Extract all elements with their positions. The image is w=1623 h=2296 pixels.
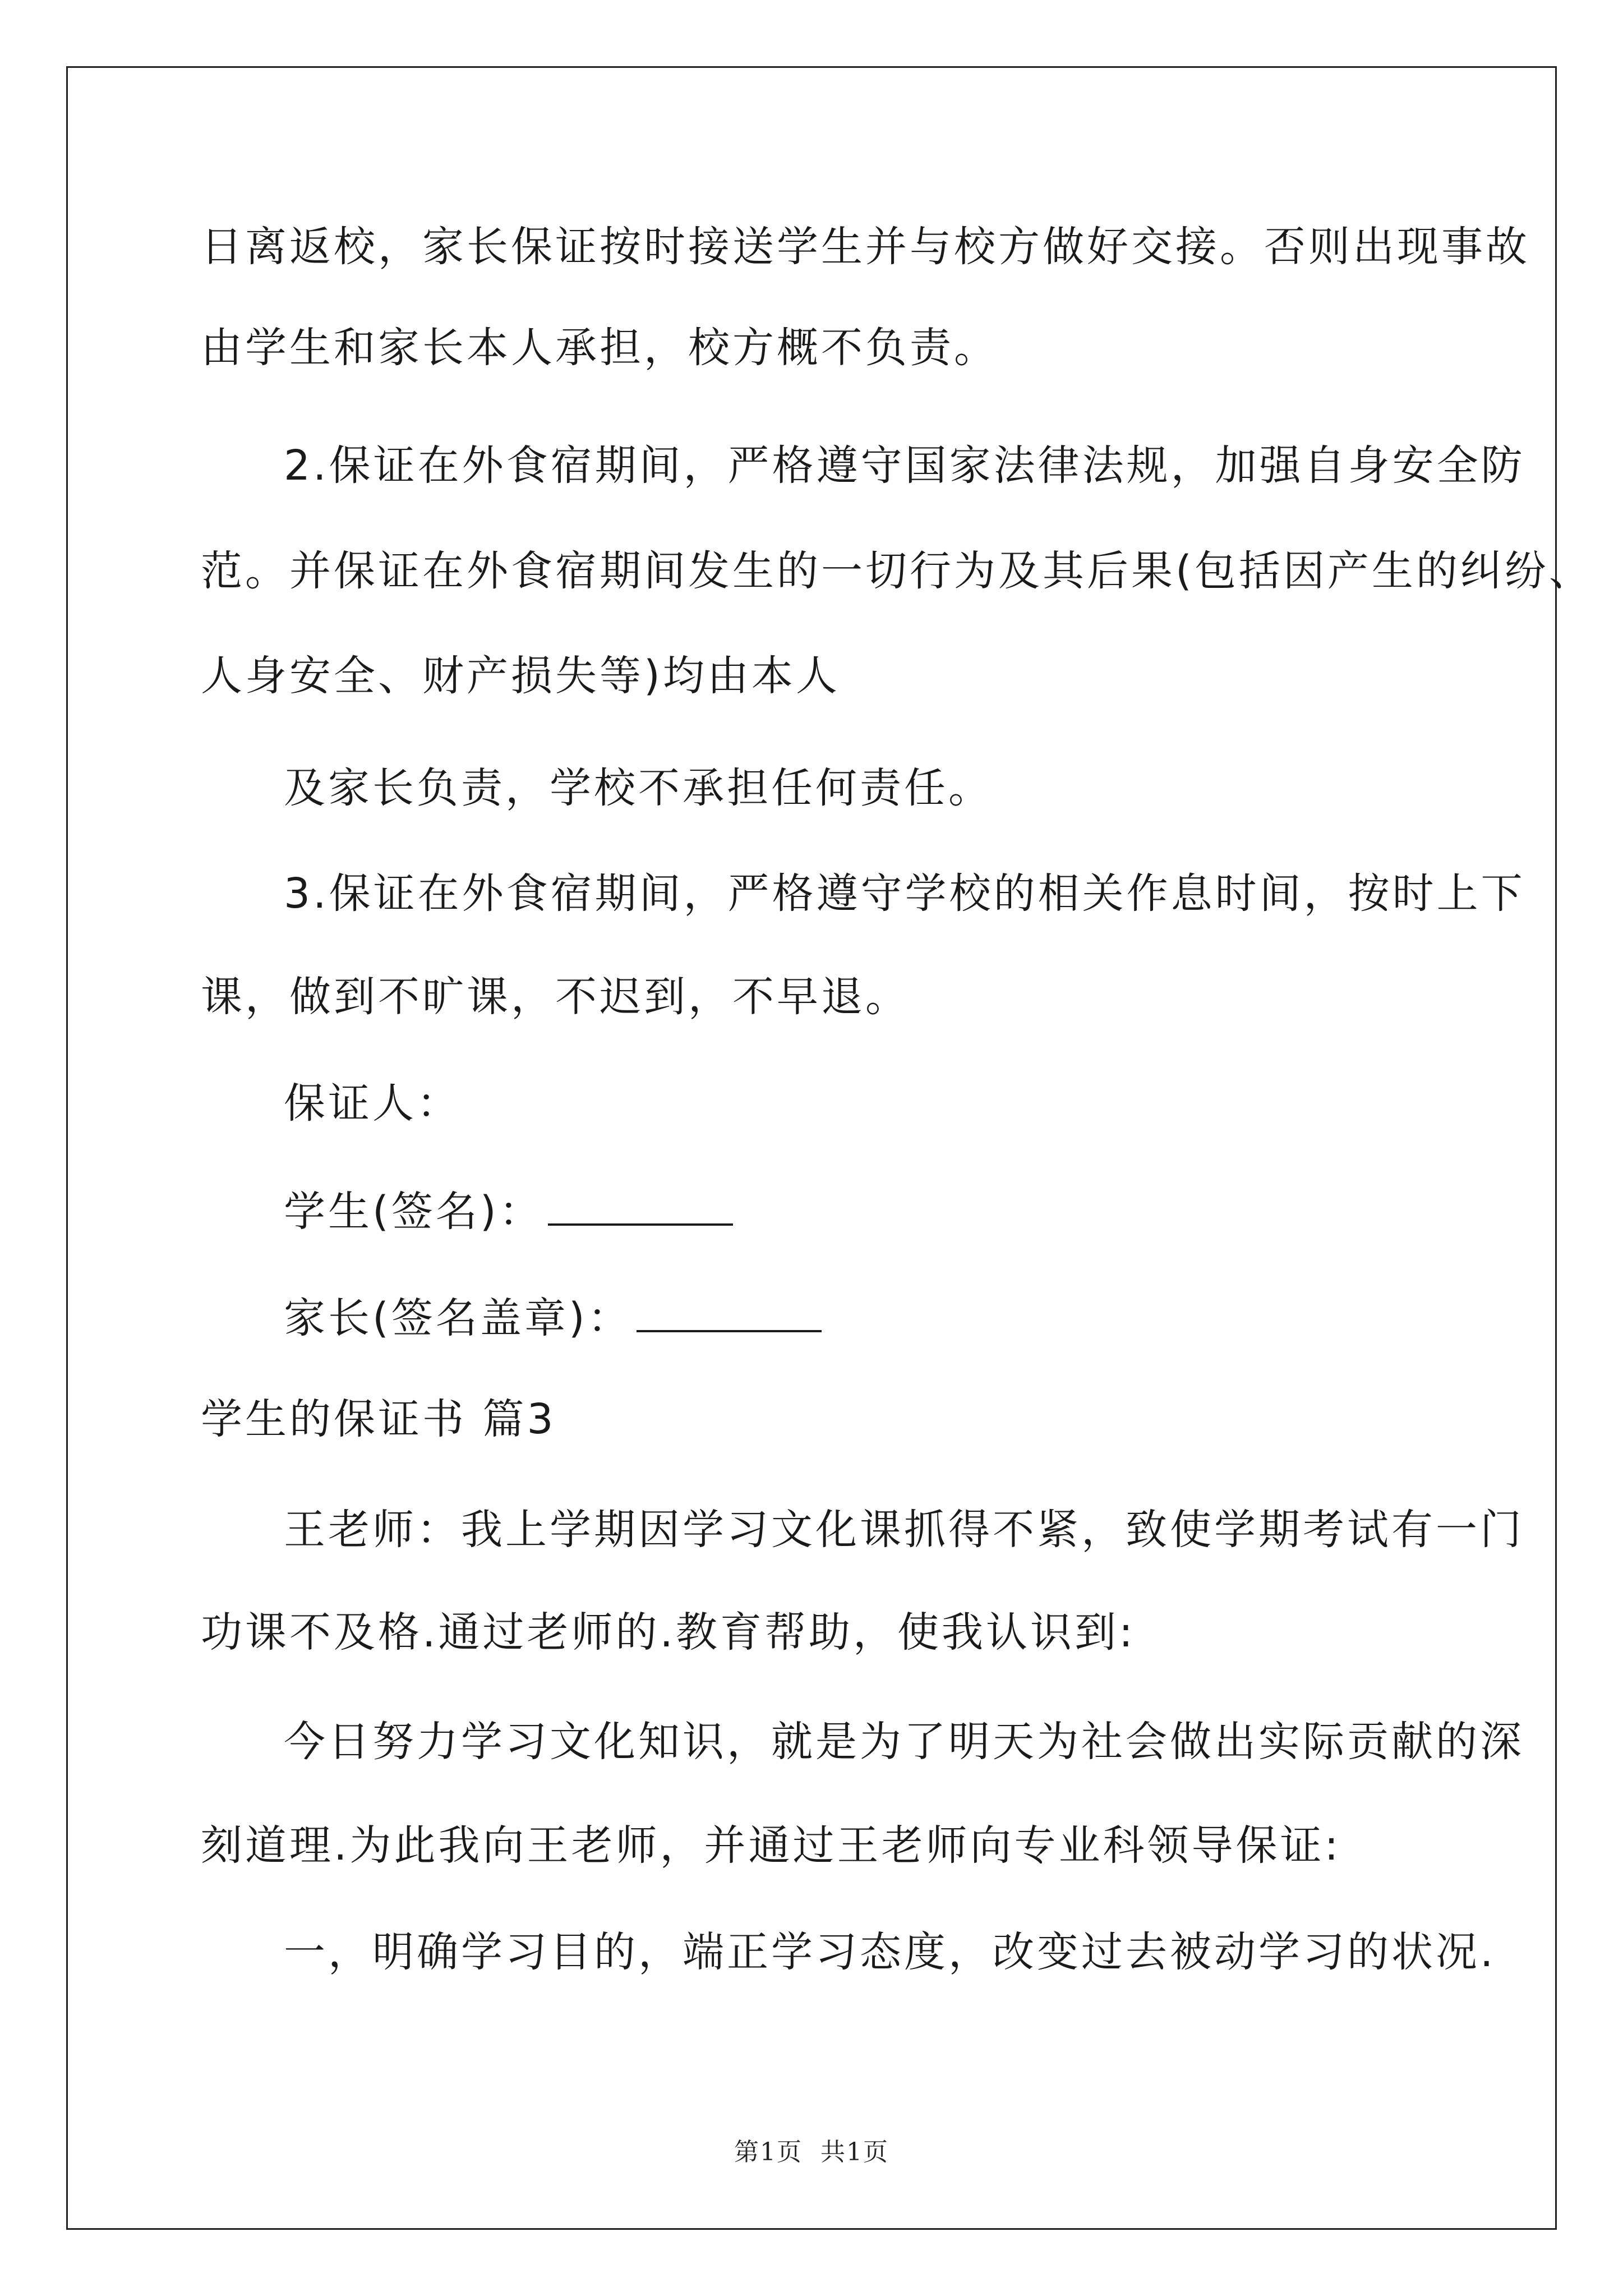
text-line: 刻道理.为此我向王老师，并通过王老师向专业科领导保证: (201, 1821, 1341, 1870)
page-border (66, 66, 1557, 2230)
text-line: 日离返校，家长保证按时接送学生并与校方做好交接。否则出现事故 (201, 223, 1530, 271)
parent-signature-label: 家长(签名盖章)： (284, 1294, 632, 1342)
parent-signature-row (284, 1293, 822, 1343)
text-line: 3.保证在外食宿期间，严格遵守学校的相关作息时间，按时上下 (284, 869, 1525, 918)
page-footer (0, 2132, 1623, 2168)
text-line: 一，明确学习目的，端正学习态度，改变过去被动学习的状况. (284, 1928, 1496, 1976)
student-signature-line (548, 1189, 733, 1226)
text-line: 人身安全、财产损失等)均由本人 (201, 652, 840, 700)
text-line: 今日努力学习文化知识，就是为了明天为社会做出实际贡献的深 (284, 1718, 1524, 1766)
text-line: 及家长负责，学校不承担任何责任。 (284, 764, 993, 812)
text-line: 2.保证在外食宿期间，严格遵守国家法律法规，加强自身安全防 (284, 441, 1525, 490)
section-heading: 学生的保证书 篇3 (201, 1395, 556, 1443)
student-signature-label: 学生(签名)： (284, 1188, 543, 1236)
parent-signature-line (637, 1295, 822, 1332)
page-number: 第1页 (734, 2138, 803, 2166)
page-total: 共1页 (820, 2138, 889, 2166)
text-line: 范。并保证在外食宿期间发生的一切行为及其后果(包括因产生的纠纷、 (201, 547, 1593, 595)
text-line: 课，做到不旷课，不迟到，不早退。 (201, 973, 910, 1021)
guarantor-label: 保证人： (284, 1079, 461, 1128)
text-line: 由学生和家长本人承担，校方概不负责。 (201, 324, 998, 372)
text-line: 王老师：我上学期因学习文化课抓得不紧，致使学期考试有一门 (284, 1506, 1524, 1554)
text-line: 功课不及格.通过老师的.教育帮助，使我认识到: (201, 1608, 1136, 1657)
student-signature-row (284, 1186, 733, 1237)
